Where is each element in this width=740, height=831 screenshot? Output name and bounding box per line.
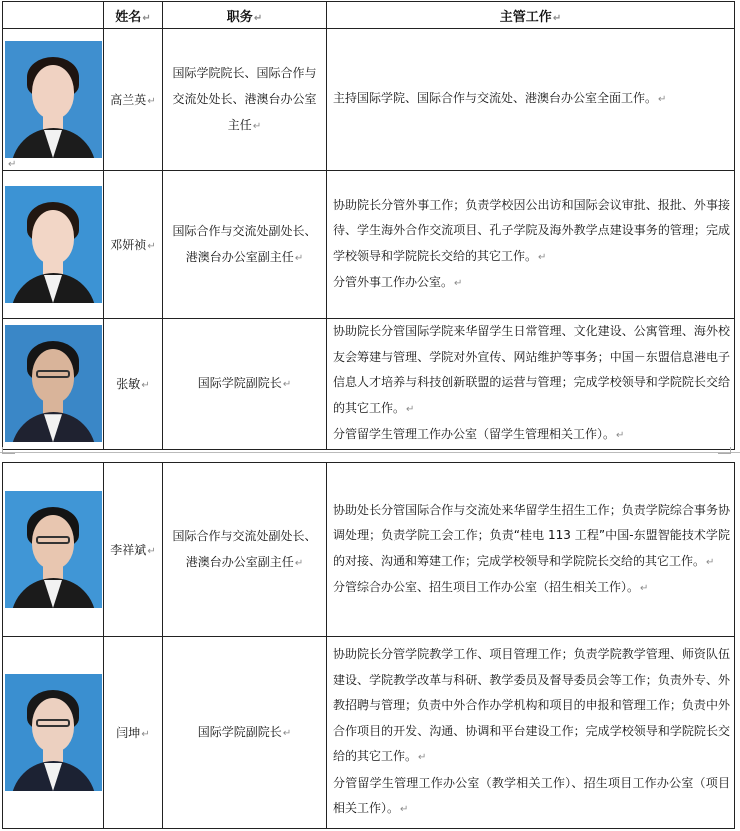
table-row (3, 319, 735, 450)
person-name: 张敏 (116, 377, 141, 392)
return-mark: ↵ (141, 729, 150, 740)
work-cell (327, 319, 735, 450)
return-mark: ↵ (8, 159, 17, 170)
title-cell (163, 171, 327, 319)
table-row (3, 463, 735, 637)
portrait-photo (5, 41, 102, 158)
return-mark: ↵ (538, 251, 547, 263)
portrait-photo (5, 325, 102, 442)
person-name: 邓妍祯 (110, 238, 147, 252)
return-mark: ↵ (406, 403, 415, 415)
title-cell (163, 637, 327, 829)
return-mark: ↵ (282, 727, 292, 739)
title-cell (163, 319, 327, 450)
person-title: 国际合作与交流处副处长、港澳台办公室副主任 (172, 528, 317, 569)
work-cell (327, 29, 735, 171)
person-title: 国际学院副院长 (197, 724, 282, 739)
photo-cell (3, 171, 104, 319)
person-name: 李祥斌 (110, 543, 147, 557)
return-mark: ↵ (147, 546, 156, 557)
photo-cell (3, 319, 104, 450)
header-name: 姓名↵ (104, 2, 163, 29)
portrait-photo (5, 491, 102, 608)
name-cell (104, 171, 163, 319)
table-row (3, 637, 735, 829)
work-paragraph: 分管留学生管理工作办公室（教学相关工作）、招生项目工作办公室（项目相关工作）。↵ (333, 775, 730, 816)
return-mark: ↵ (294, 557, 304, 569)
work-paragraph: 分管留学生管理工作办公室（留学生管理相关工作）。↵ (333, 427, 625, 441)
work-cell (327, 171, 735, 319)
name-cell (104, 29, 163, 171)
leadership-table-part-1 (2, 1, 735, 450)
header-work: 主管工作↵ (327, 2, 735, 29)
name-cell (104, 463, 163, 637)
person-name: 高兰英 (110, 93, 147, 107)
work-paragraph: 协助院长分管学院教学工作、项目管理工作；负责学院教学管理、师资队伍建设、学院教学改革与科研、教学委员及督导委员会等工作；负责外专、外教招聘与管理；负责中外合作办学机构和项目的申报和管理工作；负责中外合作项目的开发、沟通、协调和平台建设工作；完成学校领导和学院院长交给的其它工作。↵ (333, 647, 730, 764)
work-paragraph: 主持国际学院、国际合作与交流处、港澳台办公室全面工作。↵ (333, 91, 667, 106)
table-header-row (3, 2, 735, 29)
person-title: 国际学院副院长 (197, 375, 282, 390)
return-mark: ↵ (400, 804, 409, 816)
return-mark: ↵ (454, 278, 463, 289)
header-photo (3, 2, 104, 29)
return-mark: ↵ (252, 120, 262, 132)
return-mark: ↵ (616, 430, 625, 441)
return-mark: ↵ (640, 583, 649, 594)
work-paragraph: 分管外事工作办公室。↵ (333, 275, 463, 289)
return-mark: ↵ (147, 96, 156, 107)
page-corner-mark-right (718, 447, 731, 454)
person-title: 国际合作与交流处副处长、港澳台办公室副主任 (172, 223, 317, 264)
return-mark: ↵ (141, 380, 150, 392)
person-title: 国际学院院长、国际合作与交流处处长、港澳台办公室主任 (172, 65, 317, 132)
name-cell (104, 319, 163, 450)
table-row (3, 171, 735, 319)
table-row (3, 29, 735, 171)
return-mark: ↵ (706, 556, 715, 568)
portrait-photo (5, 674, 102, 791)
portrait-photo (5, 186, 102, 303)
photo-cell (3, 463, 104, 637)
page-break-line (0, 452, 740, 453)
return-mark: ↵ (418, 752, 427, 764)
work-paragraph: 协助院长分管外事工作；负责学校因公出访和国际会议审批、报批、外事接待、学生海外合作交流项目、孔子学院及海外教学点建设事务的管理；完成学校领导和学院院长交给的其它工作。↵ (333, 197, 730, 263)
work-paragraph: 协助院长分管国际学院来华留学生日常管理、文化建设、公寓管理、海外校友会筹建与管理、学院对外宣传、网站维护等事务；中国－东盟信息港电子信息人才培养与科技创新联盟的运营与管理；完成学校领导和学院院长交给的其它工作。↵ (333, 324, 730, 415)
title-cell (163, 463, 327, 637)
header-title: 职务↵ (163, 2, 327, 29)
return-mark: ↵ (658, 94, 667, 106)
person-name: 闫坤 (116, 726, 141, 740)
work-paragraph: 分管综合办公室、招生项目工作办公室（招生相关工作）。↵ (333, 580, 649, 594)
return-mark: ↵ (147, 241, 156, 252)
work-paragraph: 协助处长分管国际合作与交流处来华留学生招生工作；负责学院综合事务协调处理；负责学院工会工作；负责“桂电 113 工程”中国-东盟智能技术学院的对接、沟通和筹建工作；完成学校领导和学院院长交给的其它工作。↵ (333, 502, 730, 568)
return-mark: ↵ (294, 252, 304, 264)
name-cell (104, 637, 163, 829)
return-mark: ↵ (282, 378, 292, 390)
photo-cell (3, 637, 104, 829)
leadership-table-part-2 (2, 462, 735, 829)
title-cell (163, 29, 327, 171)
page-corner-mark-left (2, 447, 15, 454)
work-cell (327, 463, 735, 637)
work-cell (327, 637, 735, 829)
photo-cell (3, 29, 104, 171)
